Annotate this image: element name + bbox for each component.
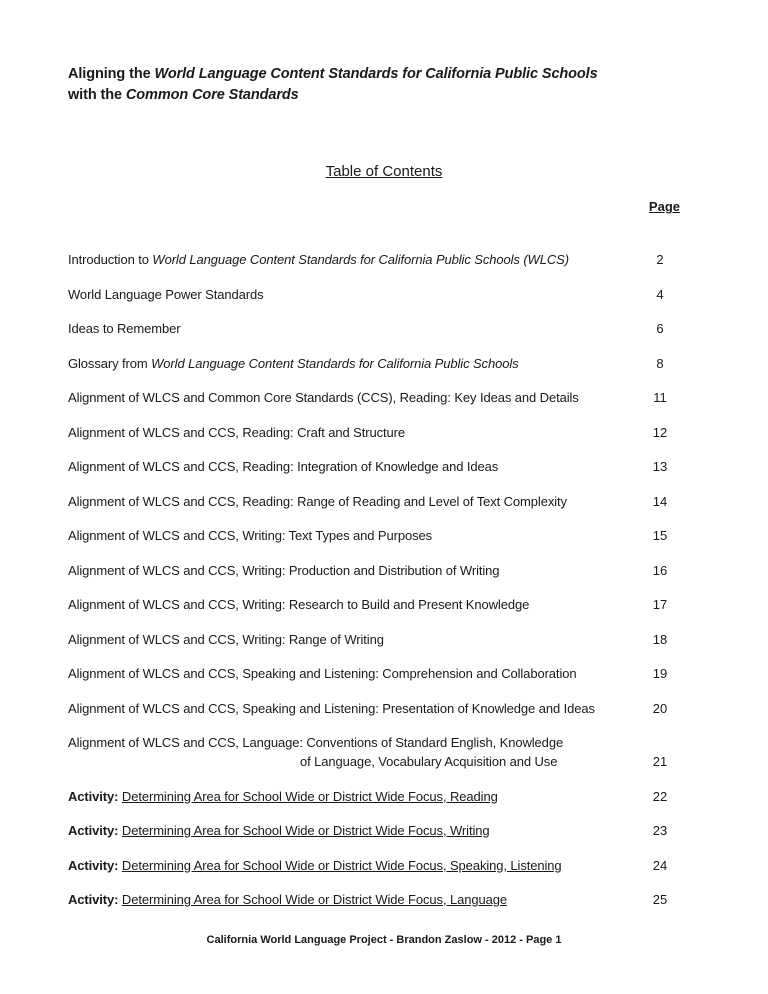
toc-entry-title — [68, 526, 640, 545]
text-segment: Activity: — [68, 892, 122, 907]
toc-entry-title — [68, 890, 640, 909]
text-segment: Alignment of WLCS and CCS, Reading: Integration of Knowledge and Ideas — [68, 459, 499, 474]
toc-entry — [68, 285, 680, 304]
toc-entry-title — [68, 354, 640, 373]
toc-entry — [68, 856, 680, 875]
toc-entry-title — [68, 285, 640, 304]
table-of-contents-heading: Table of Contents — [325, 163, 443, 180]
text-segment: Determining Area for School Wide or District Wide Focus, Speaking, Listening — [121, 857, 562, 873]
footer-text: California World Language Project - Brandon Zaslow - 2012 - Page 1 — [206, 934, 562, 946]
toc-entry-page-number: 6 — [656, 321, 664, 336]
toc-entries — [68, 250, 680, 909]
toc-entry-page-number: 8 — [656, 355, 664, 371]
toc-entry-title — [68, 821, 640, 840]
toc-entry-line — [68, 699, 640, 718]
toc-entry-line — [68, 664, 640, 683]
toc-entry-page-number: 24 — [652, 857, 668, 873]
text-segment: Alignment of WLCS and CCS, Language: Conventions of Standard English, Knowledge — [68, 735, 564, 750]
toc-entry-line — [68, 733, 640, 752]
toc-entry — [68, 388, 680, 407]
text-segment: Common Core Standards — [125, 87, 299, 103]
toc-entry — [68, 733, 680, 771]
toc-entry — [68, 821, 680, 840]
toc-entry-title — [68, 388, 640, 407]
toc-entry-line — [68, 561, 640, 580]
toc-entry-title — [68, 250, 640, 269]
toc-entry — [68, 787, 680, 806]
toc-entry-line — [68, 423, 640, 442]
toc-entry-page-number: 2 — [656, 252, 664, 267]
toc-entry-title — [68, 856, 640, 875]
toc-entry-page-number: 19 — [652, 666, 668, 681]
toc-entry-page-number: 11 — [653, 390, 667, 405]
text-segment: World Language Content Standards for California Public Schools (WLCS) — [152, 252, 569, 267]
text-segment: Determining Area for School Wide or District Wide Focus, Reading — [121, 788, 498, 804]
toc-entry-line — [68, 388, 640, 407]
toc-entry-line — [68, 752, 640, 771]
toc-entry — [68, 423, 680, 442]
toc-entry — [68, 457, 680, 476]
toc-entry-title — [68, 457, 640, 476]
toc-entry-title — [68, 319, 640, 338]
toc-entry-title — [68, 423, 640, 442]
toc-entry-title — [68, 630, 640, 649]
text-segment: Glossary from — [68, 355, 152, 371]
text-segment: Determining Area for School Wide or District Wide Focus, Language — [121, 892, 508, 907]
toc-entry-page-number: 15 — [652, 528, 668, 543]
text-segment: Alignment of WLCS and CCS, Reading: Craft and Structure — [68, 424, 405, 440]
toc-entry — [68, 250, 680, 269]
toc-entry — [68, 492, 680, 511]
text-segment: Determining Area for School Wide or District Wide Focus, Writing — [121, 823, 490, 838]
toc-entry-line — [68, 821, 640, 840]
text-segment: World Language Content Standards for California Public Schools — [154, 66, 598, 82]
text-segment: Aligning the — [68, 66, 155, 82]
text-segment: World Language Power Standards — [68, 286, 264, 302]
text-segment: Activity: — [68, 857, 122, 873]
toc-entry-page-number: 17 — [652, 597, 668, 612]
document-title-line — [68, 64, 680, 85]
toc-entry — [68, 890, 680, 909]
toc-entry-line — [68, 787, 640, 806]
toc-entry-line — [68, 890, 640, 909]
toc-entry-page-number: 18 — [652, 631, 668, 647]
toc-entry-title — [68, 733, 640, 771]
toc-entry-line — [68, 630, 640, 649]
text-segment: Alignment of WLCS and CCS, Reading: Range of Reading and Level of Text Complexity — [68, 493, 567, 509]
toc-entry-line — [68, 526, 640, 545]
toc-entry-page-number: 21 — [652, 754, 668, 769]
toc-entry-line — [68, 354, 640, 373]
toc-entry — [68, 699, 680, 718]
toc-entry-title — [68, 595, 640, 614]
toc-entry-line — [68, 250, 640, 269]
toc-entry-title — [68, 492, 640, 511]
toc-entry-line — [68, 856, 640, 875]
toc-entry-title — [68, 664, 640, 683]
toc-entry-title — [68, 561, 640, 580]
page-column-label: Page — [648, 199, 680, 214]
text-segment: Alignment of WLCS and CCS, Writing: Range of Writing — [68, 631, 384, 647]
text-segment: Activity: — [68, 823, 122, 838]
toc-entry-line — [68, 285, 640, 304]
text-segment: Alignment of WLCS and CCS, Writing: Text Types and Purposes — [68, 528, 433, 543]
text-segment: of Language, Vocabulary Acquisition and Use — [300, 754, 558, 769]
toc-entry — [68, 354, 680, 373]
text-segment: Alignment of WLCS and Common Core Standards (CCS), Reading: Key Ideas and Details — [68, 390, 579, 405]
toc-entry-line — [68, 595, 640, 614]
toc-entry — [68, 319, 680, 338]
text-segment: Ideas to Remember — [68, 321, 181, 336]
toc-entry-page-number: 16 — [652, 562, 668, 578]
toc-entry — [68, 595, 680, 614]
toc-entry-line — [68, 492, 640, 511]
toc-entry-line — [68, 319, 640, 338]
text-segment: with the — [68, 87, 126, 103]
toc-entry-line — [68, 457, 640, 476]
toc-entry-title — [68, 787, 640, 806]
toc-entry-page-number: 12 — [652, 424, 668, 440]
text-segment: Alignment of WLCS and CCS, Writing: Production and Distribution of Writing — [68, 562, 500, 578]
text-segment: Alignment of WLCS and CCS, Writing: Research to Build and Present Knowledge — [68, 597, 530, 612]
toc-entry-page-number: 20 — [652, 700, 668, 716]
text-segment: Alignment of WLCS and CCS, Speaking and Listening: Presentation of Knowledge and Ideas — [68, 700, 595, 716]
text-segment: Activity: — [68, 788, 122, 804]
toc-entry-page-number: 14 — [652, 493, 668, 509]
toc-entry — [68, 664, 680, 683]
toc-entry — [68, 630, 680, 649]
document-title-line — [68, 85, 680, 106]
text-segment: Introduction to — [68, 252, 153, 267]
toc-entry-page-number: 22 — [652, 788, 668, 804]
toc-entry-page-number: 4 — [656, 286, 664, 302]
toc-entry — [68, 526, 680, 545]
text-segment: Alignment of WLCS and CCS, Speaking and Listening: Comprehension and Collaboration — [68, 666, 577, 681]
text-segment: World Language Content Standards for California Public Schools — [151, 355, 519, 371]
document-title — [68, 64, 680, 106]
toc-entry — [68, 561, 680, 580]
toc-entry-title — [68, 699, 640, 718]
toc-entry-page-number: 25 — [652, 892, 668, 907]
toc-entry-page-number: 23 — [652, 823, 668, 838]
toc-entry-page-number: 13 — [652, 459, 668, 474]
